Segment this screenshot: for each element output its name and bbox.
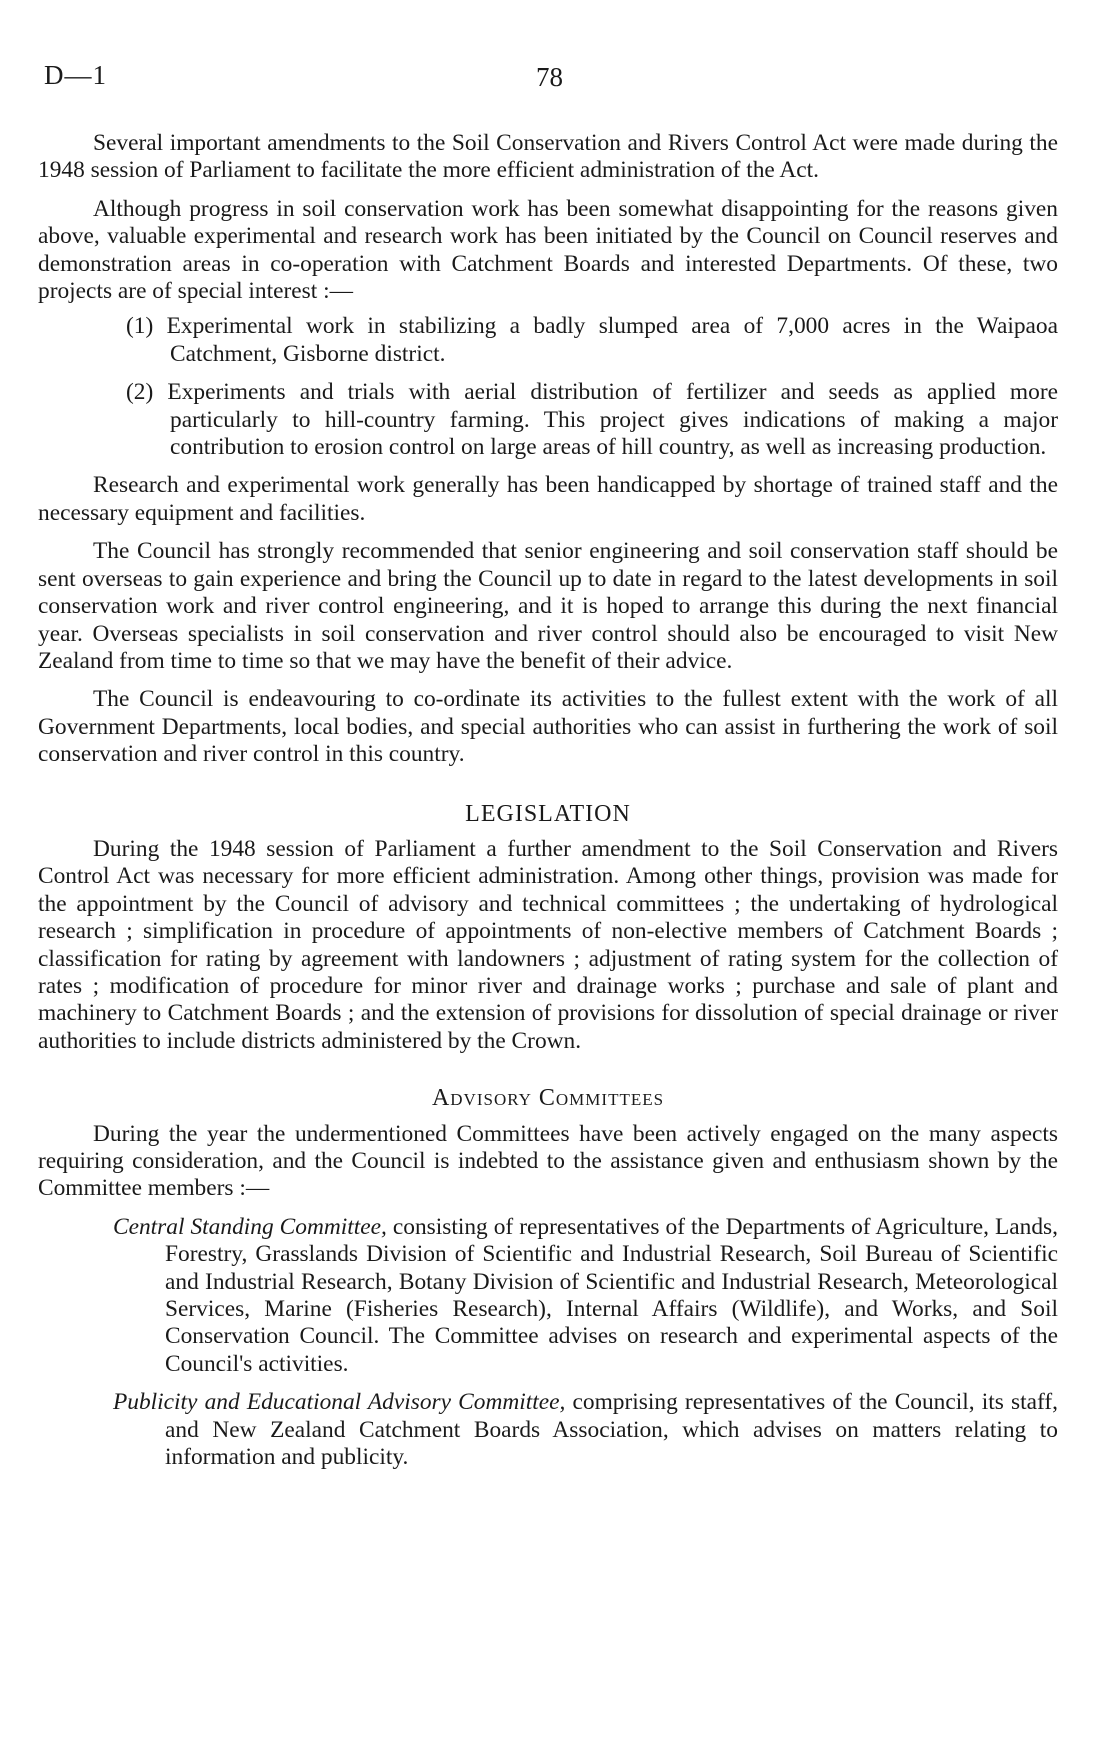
committee-central-standing <box>38 1214 1058 1378</box>
page-number: 78 <box>536 62 563 92</box>
document-reference: D—1 <box>44 60 107 90</box>
committee-name: Publicity and Educational Advisory Committee, <box>113 1389 566 1416</box>
committee-description: comprising representatives of the Council, its staff, and New Zealand Catchment Boards Association, which advises on matters relating to information and publicity. <box>165 1389 1058 1471</box>
paragraph-amendments: Several important amendments to the Soil Conservation and Rivers Control Act were made during the 1948 session of Parliament to facilitate the more efficient administration of the Act. <box>38 130 1058 184</box>
committee-name: Central Standing Committee, <box>113 1213 387 1240</box>
section-heading-legislation: LEGISLATION <box>465 800 631 827</box>
body-text <box>38 130 1058 1482</box>
paragraph-legislation: During the 1948 session of Parliament a further amendment to the Soil Conservation and Rivers Control Act was necessary for more efficient administration. Among other things, provision was made for the appointment by the Council of advisory and technical committees ; the undertaking of hydrological research ; simplification in procedure of appointments of non-elective members of Catchment Boards ; classification for rating by agreement with landowners ; adjustment of rating system for the collection of rates ; modification of procedure for minor river and drainage works ; purchase and sale of plant and machinery to Catchment Boards ; and the extension of provisions for dissolution of special drainage or river authorities to include districts administered by the Crown. <box>38 835 1058 1054</box>
paragraph-research-handicapped: Research and experimental work generally has been handicapped by shortage of trained staff and the necessary equipment and facilities. <box>38 472 1058 526</box>
list-marker: (2) <box>126 379 154 406</box>
list-item-aerial-distribution <box>38 379 1058 461</box>
committee-publicity-educational <box>38 1389 1058 1471</box>
paragraph-coordination: The Council is endeavouring to co-ordinate its activities to the fullest extent with the work of all Government Departments, local bodies, and special authorities who can assist in furthering the work of soil conservation and river control in this country. <box>38 686 1058 768</box>
list-item-experimental-work <box>38 313 1058 368</box>
list-marker: (1) <box>126 313 154 340</box>
list-text: Experiments and trials with aerial distribution of fertilizer and seeds as applied more particularly to hill-country farming. This project gives indications of making a major contribution to erosion control on large areas of hill country, as well as increasing production. <box>167 379 1058 461</box>
section-heading-advisory-committees: Advisory Committees <box>431 1085 665 1112</box>
paragraph-overseas-staff: The Council has strongly recommended that senior engineering and soil conservation staff should be sent overseas to gain experience and bring the Council up to date in regard to the latest developments in soil conservation work and river control engineering, and it is hoped to arrange this during the next financial year. Overseas specialists in soil conservation and river control should also be encouraged to visit New Zealand from time to time so that we may have the benefit of their advice. <box>38 538 1058 674</box>
committee-description: consisting of representatives of the Departments of Agriculture, Lands, Forestry, Grasslands Division of Scientific and Industrial Research, Soil Bureau of Scientific and Industrial Research, Botany Division of Scientific and Industrial Research, Meteorological Services, Marine (Fisheries Research), Internal Affairs (Wildlife), and Works, and Soil Conservation Council. The Committee advises on research and experimental aspects of the Council's activities. <box>165 1213 1058 1377</box>
paragraph-committees-intro: During the year the undermentioned Committees have been actively engaged on the many aspects requiring consideration, and the Council is indebted to the assistance given and enthusiasm shown by the Committee members :— <box>38 1120 1058 1202</box>
paragraph-progress: Although progress in soil conservation work has been somewhat disappointing for the reasons given above, valuable experimental and research work has been initiated by the Council on Council reserves and demonstration areas in co-operation with Catchment Boards and interested Departments. Of these, two projects are of special interest :— <box>38 195 1058 305</box>
list-text: Experimental work in stabilizing a badly slumped area of 7,000 acres in the Waipaoa Catchment, Gisborne district. <box>166 313 1058 367</box>
